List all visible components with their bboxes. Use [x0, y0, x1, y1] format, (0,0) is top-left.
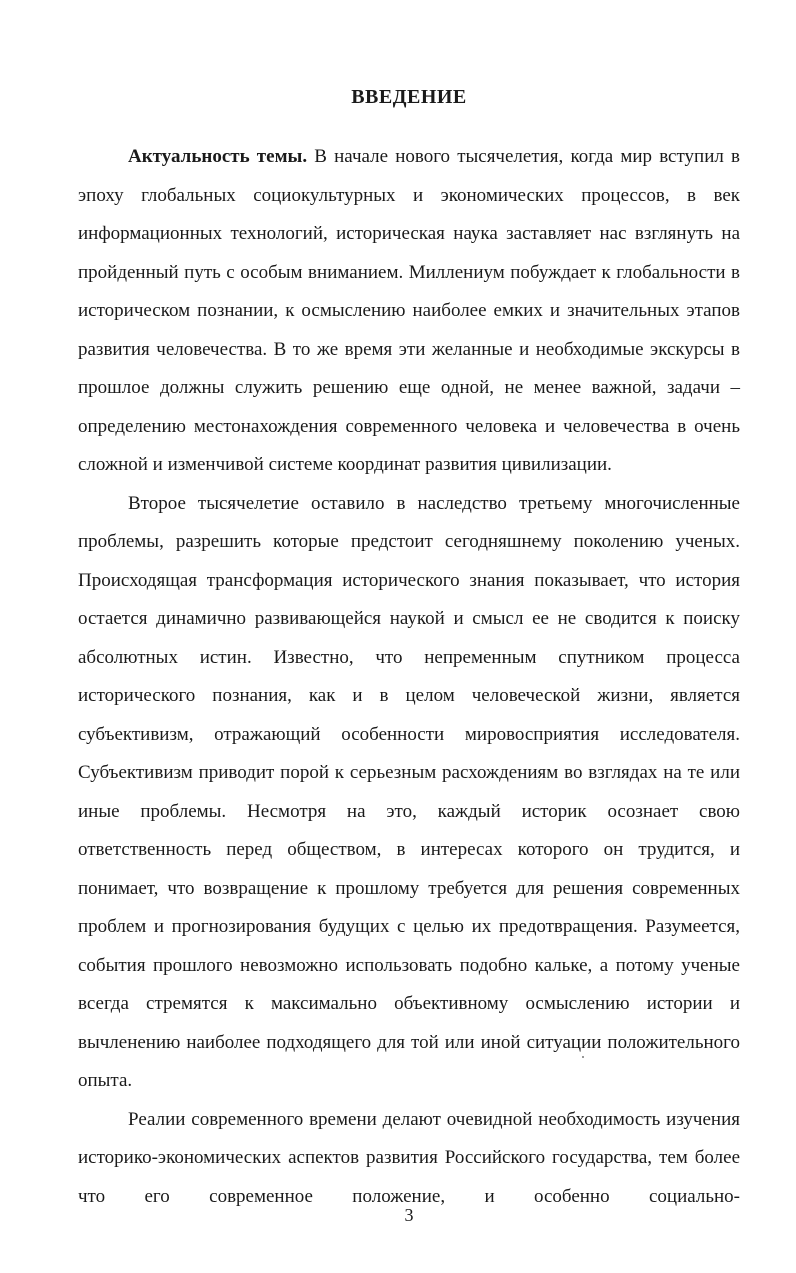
paragraph-second-millennium	[78, 485, 740, 1101]
document-page	[78, 0, 740, 1273]
paragraph-lead: Актуальность темы.	[128, 146, 308, 167]
paragraph-realities	[78, 1101, 740, 1217]
page-number: 3	[404, 1205, 414, 1225]
scan-speck	[582, 1056, 584, 1058]
paragraph-text: Второе тысячелетие оставило в наследство третьему многочисленные проблемы, разрешить которые предстоит сегодняшнему поколению ученых. Происходящая трансформация исторического знания показывает, что история остается динамично развивающейся наукой и смысл ее не сводится к поиску абсолютных истин. Известно, что непременным спутником процесса исторического познания, как и в целом человеческой жизни, является субъективизм, отражающий особенности мировосприятия исследователя. Субъективизм приводит порой к серьезным расхождениям во взглядах на те или иные проблемы. Несмотря на это, каждый историк осознает свою ответственность перед обществом, в интересах которого он трудится, и понимает, что возвращение к прошлому требуется для решения современных проблем и прогнозирования будущих с целью их предотвращения. Разумеется, события прошлого невозможно использовать подобно кальке, а потому ученые всегда стремятся к максимально объективному осмыслению истории и вычленению наиболее подходящего для той или иной ситуации положительного опыта.	[78, 492, 740, 1091]
document-body	[78, 138, 740, 1216]
paragraph-text: Реалии современного времени делают очевидной необходимость изучения историко-экономических аспектов развития Российского государства, тем более что его современное положение, и особенно социально-	[78, 1108, 740, 1207]
paragraph-text: В начале нового тысячелетия, когда мир вступил в эпоху глобальных социокультурных и экономических процессов, в век информационных технологий, историческая наука заставляет нас взглянуть на пройденный путь с особым вниманием. Миллениум побуждает к глобальности в историческом познании, к осмыслению наиболее емких и значительных этапов развития человечества. В то же время эти желанные и необходимые экскурсы в прошлое должны служить решению еще одной, не менее важной, задачи – определению местонахождения современного человека и человечества в очень сложной и изменчивой системе координат развития цивилизации.	[78, 146, 740, 475]
page-title: ВВЕДЕНИЕ	[351, 86, 467, 108]
paragraph-relevance	[78, 138, 740, 485]
